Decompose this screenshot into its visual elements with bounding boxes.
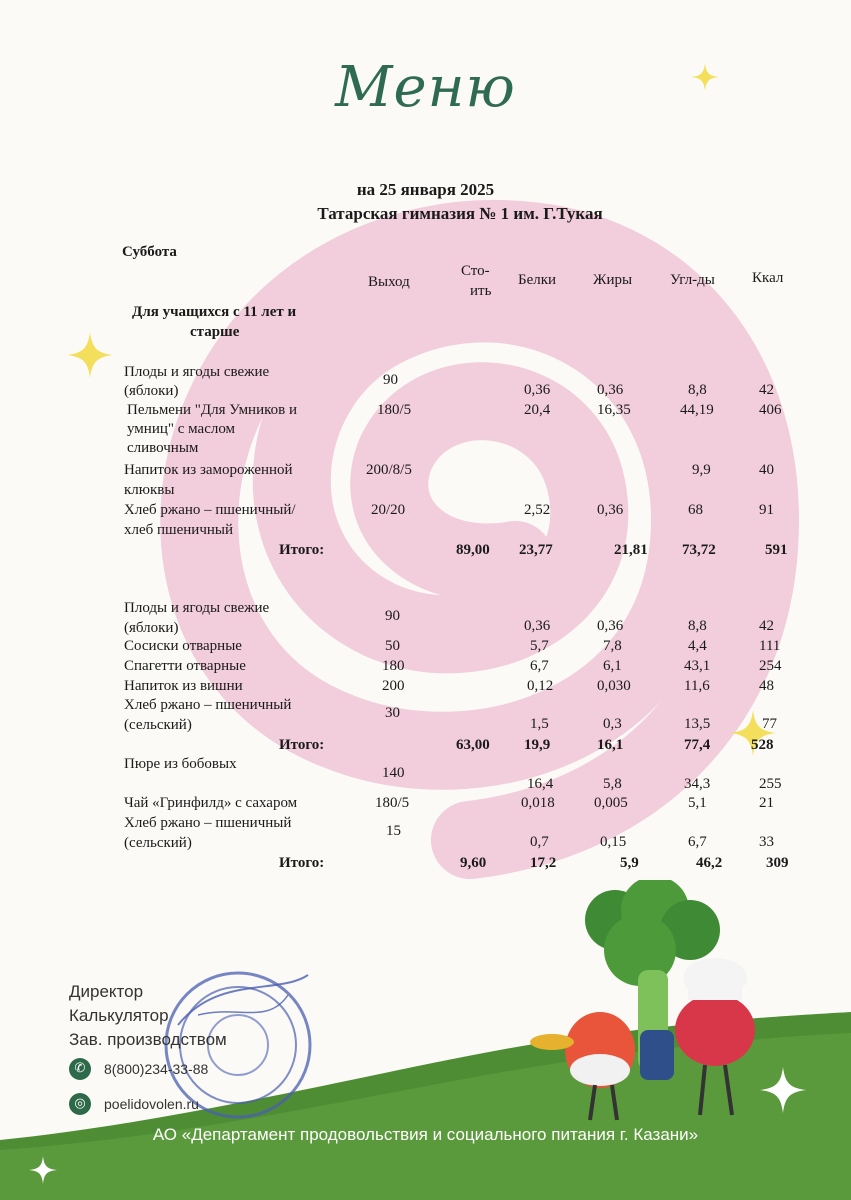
dish-kcal: 42	[759, 618, 774, 634]
dish-carbs: 34,3	[684, 776, 711, 792]
signature-director: Директор	[69, 982, 144, 1001]
dish-kcal: 40	[759, 462, 774, 478]
total-cost: 63,00	[456, 737, 490, 753]
dish-protein: 0,018	[521, 795, 555, 811]
dish-kcal: 111	[759, 638, 781, 654]
dish-output: 30	[385, 705, 400, 721]
dish-output: 90	[385, 608, 400, 624]
dish-protein: 0,36	[524, 382, 551, 398]
dish-carbs: 4,4	[688, 638, 707, 654]
dish-protein: 2,52	[524, 502, 551, 518]
col-cost-bottom: ить	[470, 283, 492, 299]
dish-carbs: 68	[688, 502, 703, 518]
total-carbs: 46,2	[696, 855, 723, 871]
dish-carbs: 13,5	[684, 716, 711, 732]
col-cost-top: Сто-	[461, 263, 490, 279]
col-kcal: Ккал	[752, 270, 784, 286]
dish-kcal: 48	[759, 678, 774, 694]
date-line: на 25 января 2025	[356, 180, 495, 199]
dish-fat: 5,8	[603, 776, 622, 792]
dish-protein: 0,7	[530, 834, 549, 850]
dish-kcal: 91	[759, 502, 774, 518]
dish-name: хлеб пшеничный	[124, 522, 233, 538]
dish-kcal: 33	[759, 834, 774, 850]
col-fat: Жиры	[593, 272, 633, 288]
dish-protein: 0,36	[524, 618, 551, 634]
phone-icon: ✆	[69, 1058, 91, 1080]
dish-protein: 1,5	[530, 716, 549, 732]
total-label: Итого:	[279, 855, 325, 871]
dish-fat: 0,15	[600, 834, 627, 850]
total-fat: 16,1	[597, 737, 624, 753]
dish-name: Напиток из замороженной	[124, 462, 293, 478]
star-sparkle-icon	[65, 330, 115, 380]
dish-name: Плоды и ягоды свежие	[124, 600, 270, 616]
dish-output: 15	[386, 823, 401, 839]
dish-name: Хлеб ржано – пшеничный	[124, 697, 292, 713]
total-cost: 9,60	[460, 855, 487, 871]
dish-fat: 7,8	[603, 638, 622, 654]
dish-fat: 0,36	[597, 618, 624, 634]
phone-number[interactable]: 8(800)234-33-88	[104, 1061, 209, 1077]
dish-fat: 16,35	[597, 402, 631, 418]
dish-name: Плоды и ягоды свежие	[124, 364, 270, 380]
dish-kcal: 77	[762, 716, 777, 732]
section-title: старше	[190, 324, 240, 340]
dish-kcal: 42	[759, 382, 774, 398]
dish-output: 200/8/5	[366, 462, 412, 478]
signature-production: Зав. производством	[69, 1030, 227, 1049]
dish-name: (яблоки)	[124, 620, 179, 636]
total-carbs: 77,4	[684, 737, 711, 753]
section-title: Для учащихся с 11 лет и	[132, 304, 297, 320]
dish-name: сливочным	[127, 440, 199, 456]
dish-carbs: 5,1	[688, 795, 707, 811]
dish-name: (яблоки)	[124, 383, 179, 399]
dish-output: 140	[382, 765, 405, 781]
dish-carbs: 44,19	[680, 402, 714, 418]
dish-fat: 0,030	[597, 678, 631, 694]
dish-output: 50	[385, 638, 400, 654]
dish-fat: 0,005	[594, 795, 628, 811]
dish-fat: 6,1	[603, 658, 622, 674]
globe-icon: ◎	[69, 1093, 91, 1115]
total-protein: 23,77	[519, 542, 553, 558]
total-label: Итого:	[279, 737, 325, 753]
dish-protein: 16,4	[527, 776, 554, 792]
total-protein: 19,9	[524, 737, 551, 753]
dish-output: 180/5	[377, 402, 412, 418]
footer-organization: АО «Департамент продовольствия и социального питания г. Казани»	[152, 1125, 699, 1144]
dish-name: Чай «Гринфилд» с сахаром	[124, 795, 298, 811]
dish-protein: 0,12	[527, 678, 554, 694]
dish-carbs: 8,8	[688, 618, 707, 634]
dish-kcal: 254	[759, 658, 782, 674]
col-protein: Белки	[518, 272, 557, 288]
day-label: Суббота	[122, 244, 177, 260]
col-output: Выход	[368, 274, 410, 290]
total-kcal: 528	[751, 737, 774, 753]
page-title: Меню	[335, 55, 516, 120]
dish-output: 20/20	[371, 502, 406, 518]
dish-name: Хлеб ржано – пшеничный	[124, 815, 292, 831]
dish-output: 180/5	[375, 795, 410, 811]
dish-protein: 20,4	[524, 402, 551, 418]
dish-output: 200	[382, 678, 405, 694]
dish-carbs: 6,7	[688, 834, 707, 850]
dish-protein: 5,7	[530, 638, 549, 654]
col-carbs: Угл-ды	[670, 272, 715, 288]
total-kcal: 591	[765, 542, 788, 558]
total-kcal: 309	[766, 855, 789, 871]
white-sparkle-icon	[758, 1065, 808, 1115]
dish-carbs: 11,6	[684, 678, 710, 694]
dish-name: Пюре из бобовых	[124, 756, 237, 772]
dish-kcal: 406	[759, 402, 782, 418]
dish-name: Сосиски отварные	[124, 638, 242, 654]
signature-calculator: Калькулятор	[69, 1006, 169, 1025]
dish-name: Пельмени "Для Умников и	[127, 402, 297, 418]
total-fat: 5,9	[620, 855, 639, 871]
dish-carbs: 43,1	[684, 658, 711, 674]
dish-name: Спагетти отварные	[124, 658, 246, 674]
dish-name: умниц" с маслом	[127, 421, 236, 437]
dish-name: клюквы	[124, 482, 175, 498]
dish-output: 90	[383, 372, 398, 388]
school-name: Татарская гимназия № 1 им. Г.Тукая	[317, 204, 603, 223]
dish-name: (сельский)	[124, 835, 192, 851]
dish-output: 180	[382, 658, 405, 674]
dish-fat: 0,36	[597, 382, 624, 398]
total-protein: 17,2	[530, 855, 557, 871]
dish-kcal: 255	[759, 776, 782, 792]
total-cost: 89,00	[456, 542, 490, 558]
dish-carbs: 8,8	[688, 382, 707, 398]
dish-fat: 0,3	[603, 716, 622, 732]
total-fat: 21,81	[614, 542, 648, 558]
white-sparkle-icon	[28, 1155, 58, 1185]
total-carbs: 73,72	[682, 542, 716, 558]
vegetable-mascots-illustration	[520, 880, 790, 1130]
dish-name: Хлеб ржано – пшеничный/	[124, 502, 296, 518]
dish-protein: 6,7	[530, 658, 549, 674]
dish-kcal: 21	[759, 795, 774, 811]
dish-carbs: 9,9	[692, 462, 711, 478]
dish-fat: 0,36	[597, 502, 624, 518]
website-link[interactable]: poelidovolen.ru	[104, 1096, 199, 1112]
total-label: Итого:	[279, 542, 325, 558]
dish-name: Напиток из вишни	[124, 678, 243, 694]
dish-name: (сельский)	[124, 717, 192, 733]
